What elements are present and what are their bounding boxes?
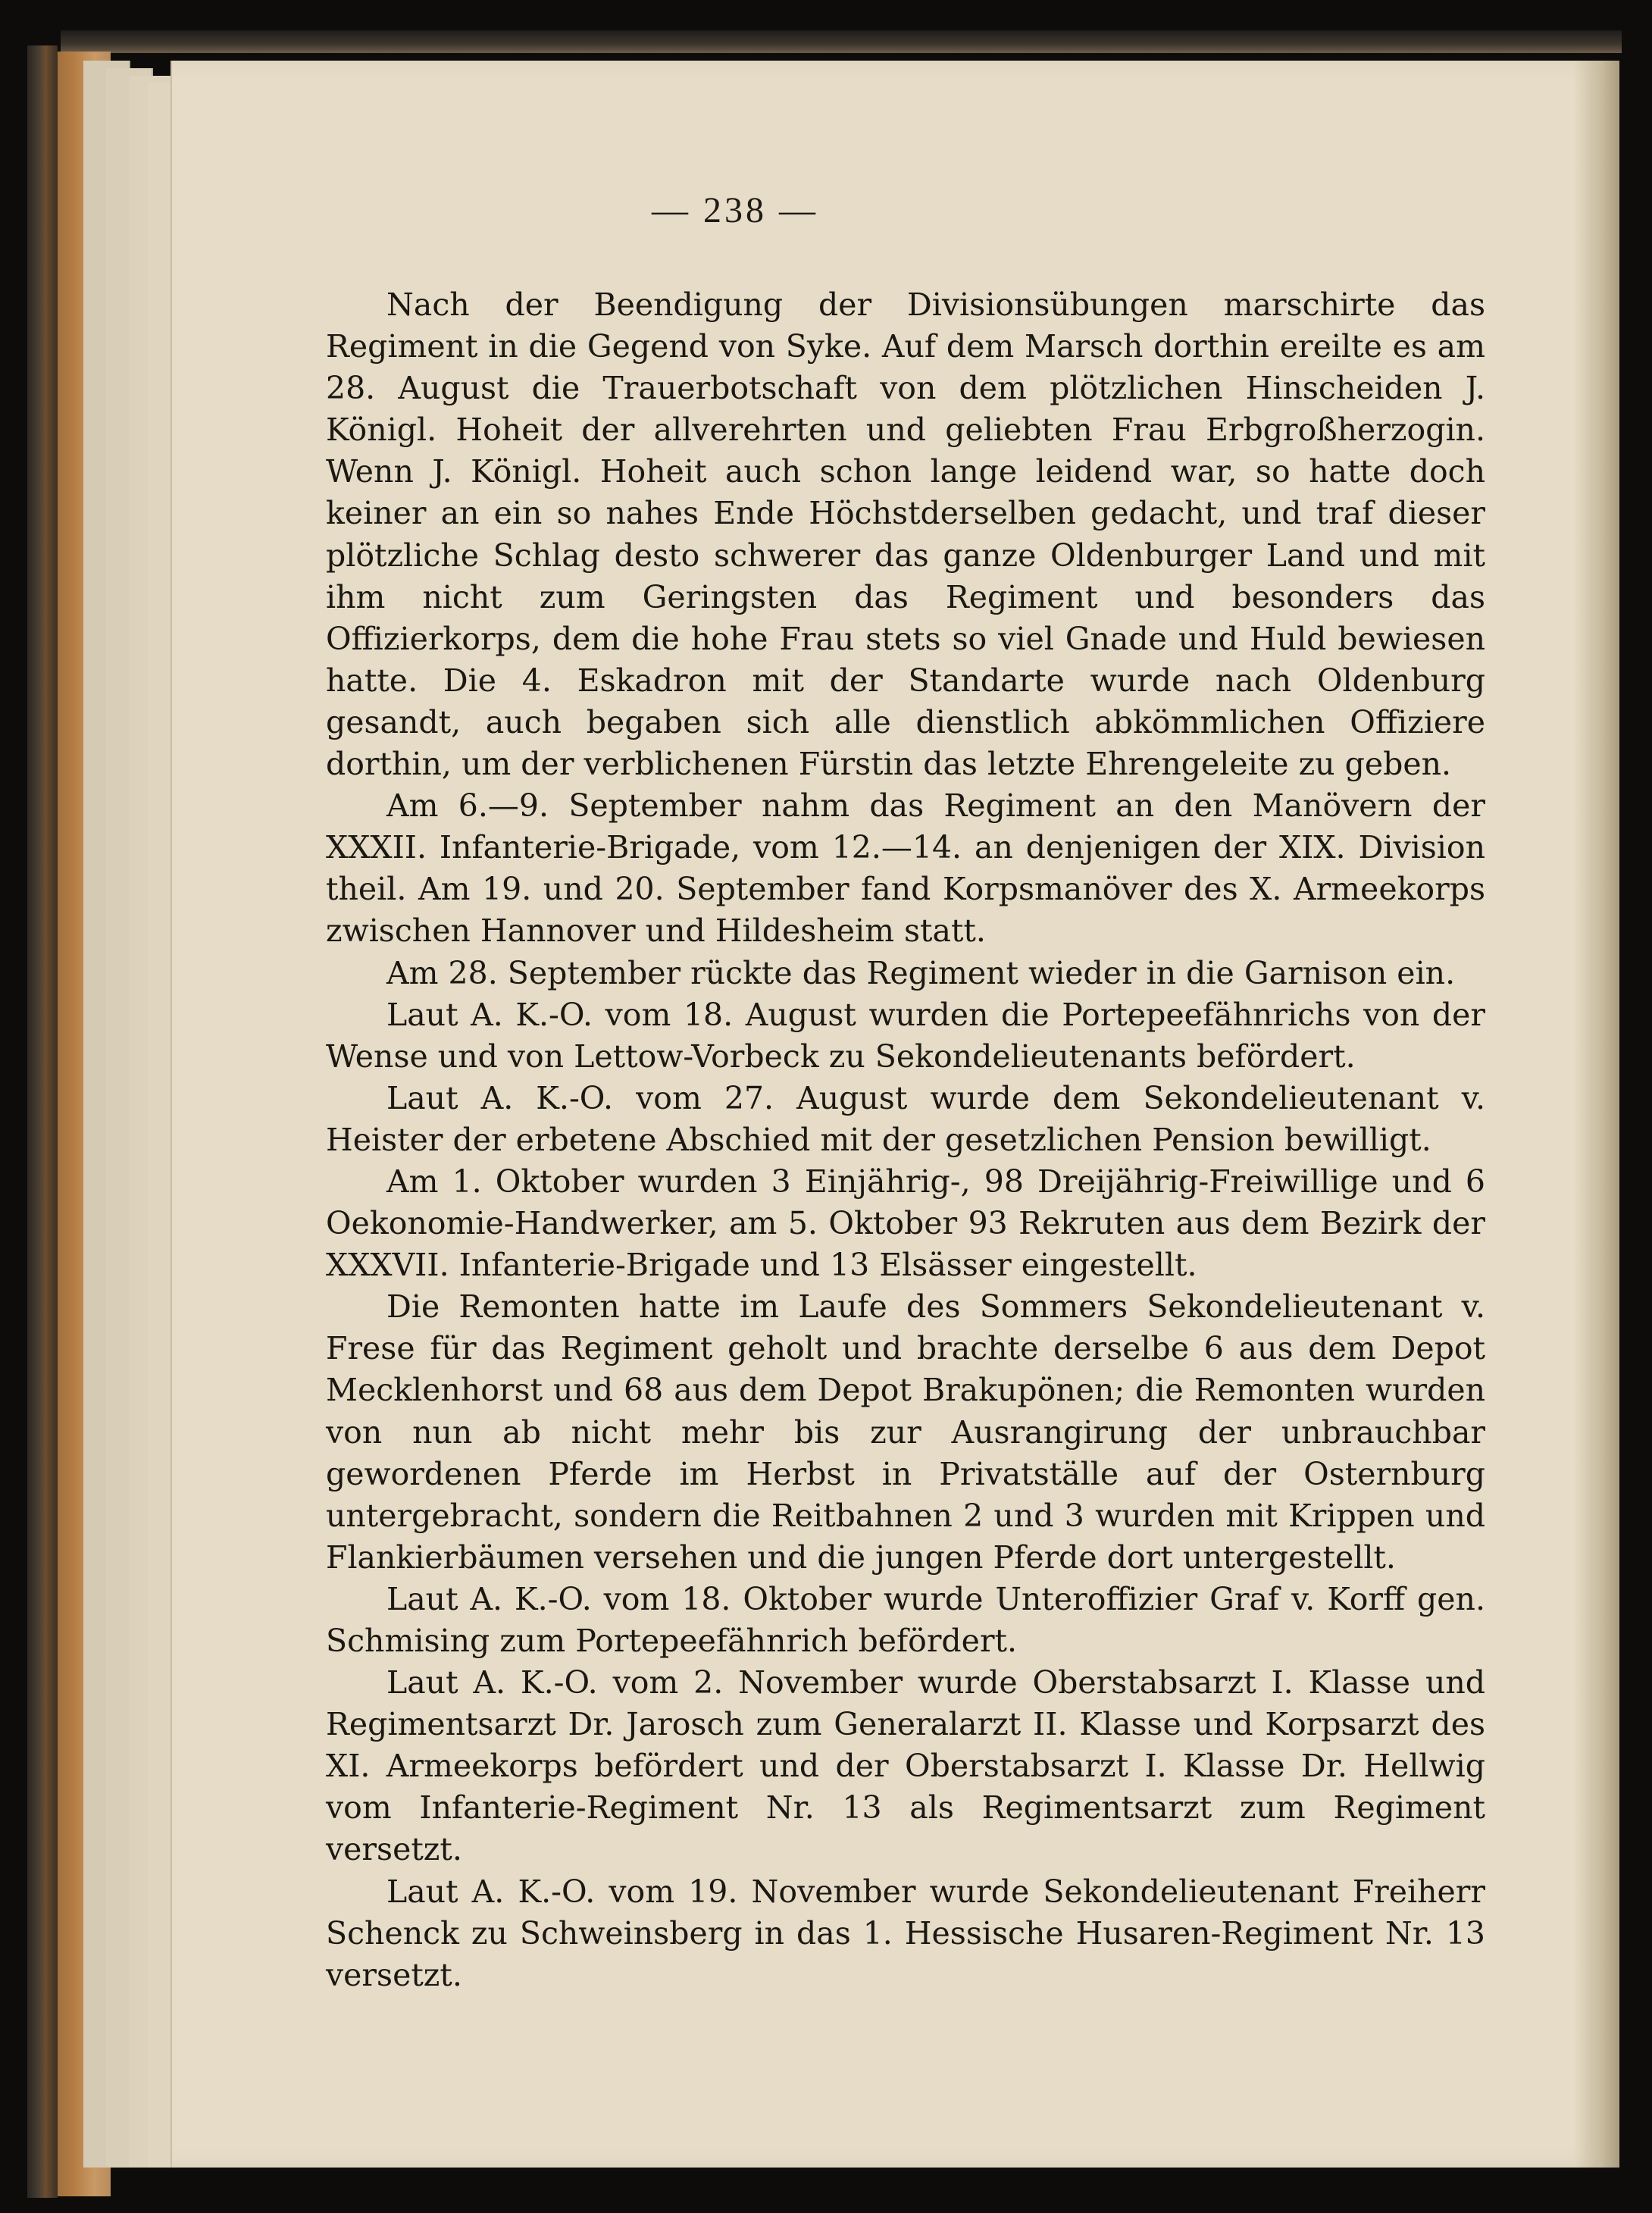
page-gutter — [1574, 61, 1619, 2168]
paragraph: Am 28. September rückte das Regiment wieder in die Garnison ein. — [386, 954, 1456, 991]
book-cover-edge — [27, 45, 58, 2198]
body-text — [326, 284, 1485, 1996]
paragraph: Laut A. K.-O. vom 19. November wurde Sekondelieutenant Freiherr Schenck zu Schweinsberg in das 1. Hessische Husaren-Regiment Nr. 13 versetzt. — [326, 1873, 1485, 1993]
paragraph: Laut A. K.-O. vom 18. Oktober wurde Unteroffizier Graf v. Korff gen. Schmising zum Portepeefähnrich befördert. — [326, 1580, 1485, 1659]
paragraph: Am 1. Oktober wurden 3 Einjährig-, 98 Dreijährig-Freiwillige und 6 Oekonomie-Handwerker, am 5. Oktober 93 Rekruten aus dem Bezirk der XXXVII. Infanterie-Brigade und 13 Elsässer eingestellt. — [326, 1163, 1485, 1284]
paragraph: Am 6.—9. September nahm das Regiment an den Manövern der XXXII. Infanterie-Brigade, vom 12.—14. an denjenigen der XIX. Division theil. Am 19. und 20. September fand Korpsmanöver des X. Armeekorps zwischen Hannover und Hildesheim statt. — [326, 787, 1485, 950]
paragraph: Die Remonten hatte im Laufe des Sommers Sekondelieutenant v. Frese für das Regiment geholt und brachte derselbe 6 aus dem Depot Mecklenhorst und 68 aus dem Depot Brakupönen; die Remonten wurden von nun ab nicht mehr bis zur Ausrangirung der unbrauchbar gewordenen Pferde im Herbst in Privatställe auf der Osternburg untergebracht, sondern die Reitbahnen 2 und 3 wurden mit Krippen und Flankierbäumen versehen und die jungen Pferde dort untergestellt. — [326, 1288, 1485, 1576]
paragraph: Nach der Beendigung der Divisionsübungen marschirte das Regiment in die Gegend von Syke. Auf dem Marsch dorthin ereilte es am 28. August die Trauerbotschaft von dem plötzlichen Hinscheiden J. Königl. Hoheit der allverehrten und geliebten Frau Erbgroßherzogin. Wenn J. Königl. Hoheit auch schon lange leidend war, so hatte doch keiner an ein so nahes Ende Höchstderselben gedacht, und traf dieser plötzliche Schlag desto schwerer das ganze Oldenburger Land und mit ihm nicht zum Geringsten das Regiment und besonders das Offizierkorps, dem die hohe Frau stets so viel Gnade und Huld bewiesen hatte. Die 4. Eskadron mit der Standarte wurde nach Oldenburg gesandt, auch begaben sich alle dienstlich abkömmlichen Offiziere dorthin, um der verblichenen Fürstin das letzte Ehrengeleite zu geben. — [326, 286, 1485, 783]
paragraph: Laut A. K.-O. vom 18. August wurden die Portepeefähnrichs von der Wense und von Lettow-Vorbeck zu Sekondelieutenants befördert. — [326, 996, 1485, 1075]
paragraph: Laut A. K.-O. vom 2. November wurde Oberstabsarzt I. Klasse und Regimentsarzt Dr. Jarosch zum Generalarzt II. Klasse und Korpsarzt des XI. Armeekorps befördert und der Oberstabsarzt I. Klasse Dr. Hellwig vom Infanterie-Regiment Nr. 13 als Regimentsarzt zum Regiment versetzt. — [326, 1664, 1485, 1868]
paragraph: Laut A. K.-O. vom 27. August wurde dem Sekondelieutenant v. Heister der erbetene Abschied mit der gesetzlichen Pension bewilligt. — [326, 1079, 1485, 1158]
book-top-edge — [61, 30, 1622, 53]
page-number: — 238 — — [652, 190, 818, 230]
